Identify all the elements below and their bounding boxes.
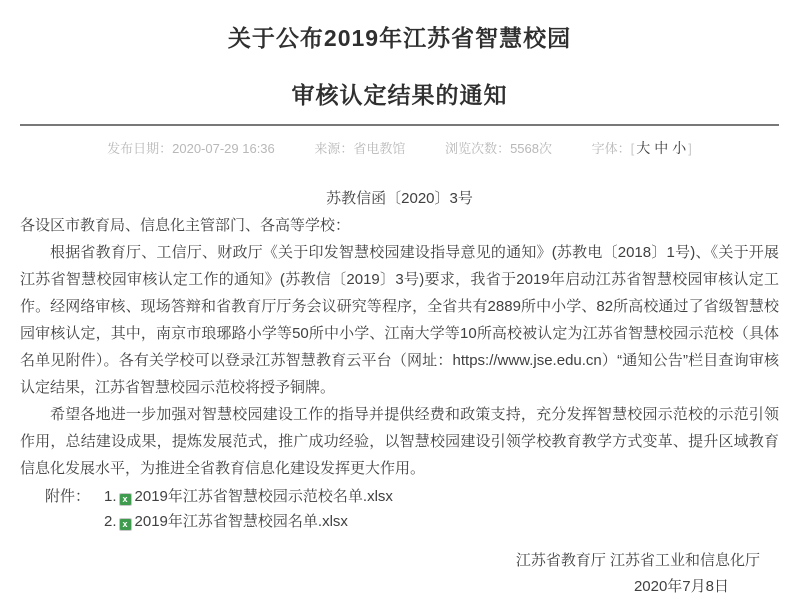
document-number: 苏教信函〔2020〕3号	[326, 190, 473, 207]
page-title-line2: 审核认定结果的通知	[291, 82, 508, 108]
font-size-large-button[interactable]: 大	[636, 140, 651, 156]
source-label: 来源：	[314, 141, 354, 156]
source-value: 省电教馆	[353, 141, 406, 156]
body-paragraph: 根据省教育厅、工信厅、财政厅《关于印发智慧校园建设指导意见的通知》(苏教电〔2018〕1号)、《关于开展江苏省智慧校园审核认定工作的通知》(苏教信〔2019〕3号)要求，我省于2019年启动江苏省智慧校园审核认定工作。经网络审核、现场答辩和省教育厅厅务会议研究等程序，全省共有2889所中小学、82所高校通过了省级智慧校园审核认定，其中，南京市琅琊路小学等50所中小学、江南大学等10所高校被认定为江苏省智慧校园示范校（具体名单见附件）。各有关学校可以登录江苏智慧教育云平台（网址：https://www.jse.edu.cn）“通知公告”栏目查询审核认定结果，江苏省智慧校园示范校将授予铜牌。	[20, 244, 779, 396]
page-title	[20, 10, 779, 124]
publish-date-value: 2020-07-29 16:36	[172, 141, 275, 156]
attachments-list	[104, 484, 393, 534]
font-bracket-open: [	[630, 141, 635, 156]
font-bracket-close: ]	[688, 141, 692, 156]
font-size-small-button[interactable]: 小	[672, 140, 687, 156]
issuing-departments: 江苏省教育厅 江苏省工业和信息化厅	[515, 552, 760, 569]
signature-block	[20, 548, 779, 600]
attachment-link-2[interactable]	[104, 509, 393, 534]
issue-date: 2020年7月8日	[633, 578, 729, 595]
attachment-number: 1.	[104, 488, 117, 505]
font-size-medium-button[interactable]: 中	[654, 140, 669, 156]
title-divider	[20, 124, 779, 126]
attachment-filename: 2019年江苏省智慧校园示范校名单.xlsx	[134, 488, 393, 505]
attachments-label: 附件：	[45, 488, 91, 505]
attachment-filename: 2019年江苏省智慧校园名单.xlsx	[134, 513, 348, 530]
attachments-block	[20, 484, 779, 534]
source	[314, 141, 405, 156]
meta-bar	[20, 138, 779, 159]
view-count-label: 浏览次数：	[445, 141, 511, 156]
excel-file-icon: x	[119, 493, 132, 506]
excel-file-icon: x	[119, 518, 132, 531]
view-count	[445, 141, 552, 156]
font-label: 字体：	[591, 141, 631, 156]
publish-date-label: 发布日期：	[107, 141, 173, 156]
font-size-switcher	[592, 141, 692, 156]
page-title-line1: 关于公布2019年江苏省智慧校园	[227, 25, 572, 51]
salutation: 各设区市教育局、信息化主管部门、各高等学校：	[20, 217, 351, 234]
notice-body	[20, 185, 779, 600]
publish-date	[107, 141, 275, 156]
attachment-link-1[interactable]	[104, 484, 393, 509]
attachment-number: 2.	[104, 513, 117, 530]
body-paragraph: 希望各地进一步加强对智慧校园建设工作的指导并提供经费和政策支持，充分发挥智慧校园示范校的示范引领作用，总结建设成果，提炼发展范式，推广成功经验，以智慧校园建设引领学校教育教学方式变革、提升区域教育信息化发展水平，为推进全省教育信息化建设发挥更大作用。	[20, 406, 779, 477]
view-count-value: 5568次	[510, 141, 552, 156]
